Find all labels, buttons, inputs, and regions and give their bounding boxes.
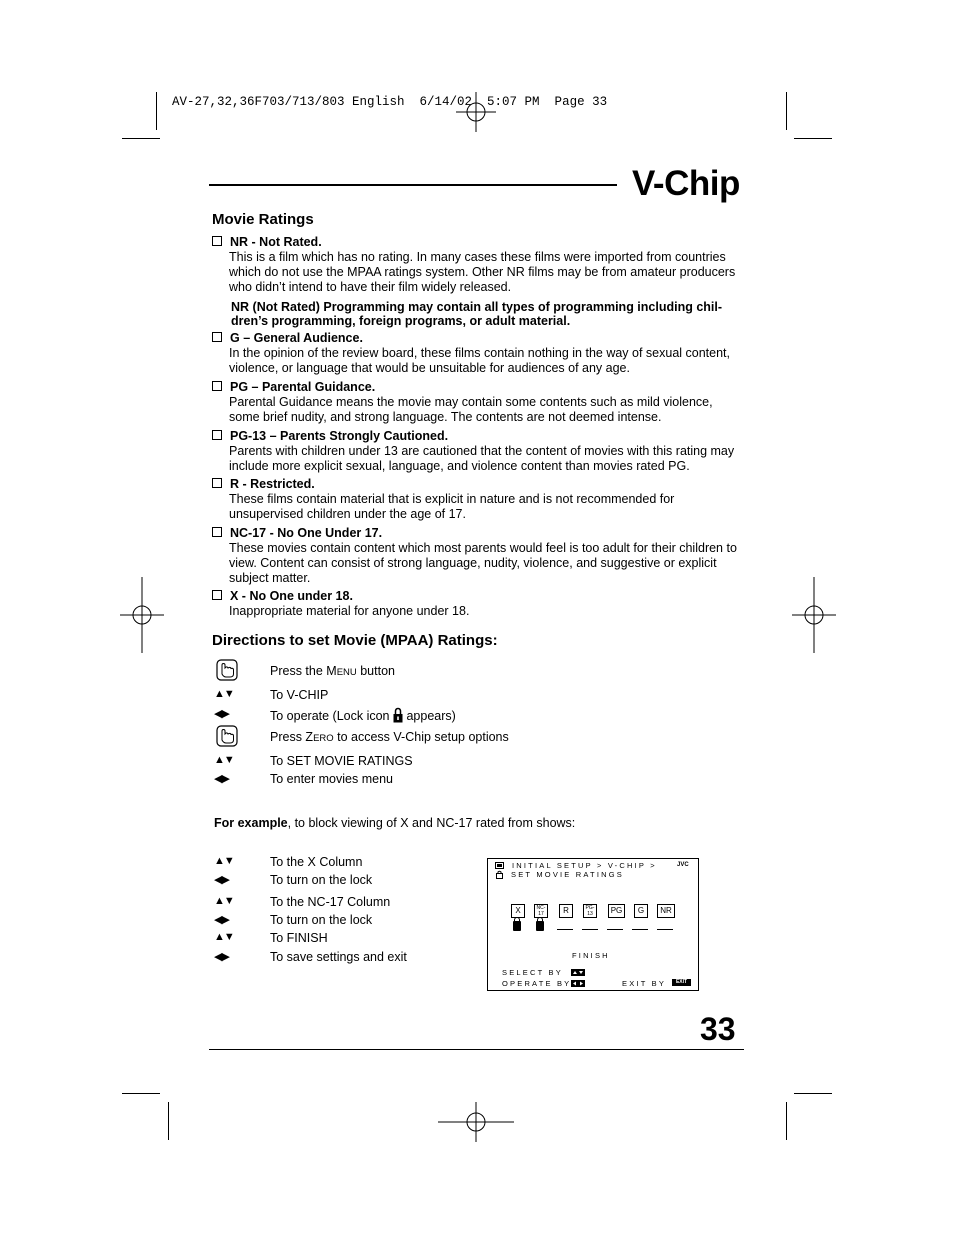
- osd-breadcrumb-line1: INITIAL SETUP > V-CHIP >: [512, 861, 657, 870]
- example-step: [214, 873, 514, 891]
- left-right-arrows-icon: ◀▶: [214, 914, 229, 926]
- step-text-smallcaps: ENU: [336, 667, 357, 678]
- crop-mark: [168, 1102, 169, 1140]
- up-down-key-icon: [571, 969, 585, 976]
- rating-item-pg13: [212, 429, 742, 474]
- nr-warning: [231, 300, 731, 328]
- step-text: To the NC-17 Column: [270, 895, 391, 909]
- rating-title: G – General Audience.: [230, 331, 363, 345]
- osd-breadcrumb-line2: SET MOVIE RATINGS: [511, 870, 624, 879]
- osd-screen: [487, 858, 699, 991]
- rating-title: X - No One under 18.: [230, 589, 353, 603]
- osd-rating-g: G: [634, 904, 648, 918]
- left-right-arrows-icon: ◀▶: [214, 708, 229, 720]
- osd-brand: JVC: [677, 862, 689, 868]
- osd-rating-nc17: NC-17: [534, 904, 548, 918]
- step-press-menu: [214, 664, 514, 682]
- example-step: [214, 895, 514, 913]
- up-down-arrows-icon: ▲▼: [214, 688, 234, 700]
- rating-description: In the opinion of the review board, these films contain nothing in the way of sexual content, violence, or language that would be unsuitable for audiences of any age.: [229, 346, 731, 375]
- rating-item-nr: [212, 235, 742, 295]
- checkbox-bullet-icon: [212, 236, 222, 246]
- title-rule: [209, 184, 617, 186]
- example-lead-text: , to block viewing of X and NC-17 rated from shows:: [287, 816, 576, 830]
- unlocked-marker: [657, 929, 673, 930]
- tv-icon: [495, 862, 504, 870]
- osd-rating-nr: NR: [657, 904, 675, 918]
- rating-description: These movies contain content which most parents would feel is too adult for their children to view. Content can consist of strong language, nudity, violence, and suggestive or explicit subject matter.: [229, 541, 737, 585]
- checkbox-bullet-icon: [212, 527, 222, 537]
- crop-mark: [794, 1093, 832, 1094]
- registration-mark-right: [792, 577, 836, 653]
- lock-icon: [513, 921, 521, 931]
- nr-warning-line: dren’s programming, foreign programs, or adult material.: [231, 314, 571, 328]
- crop-mark: [794, 138, 832, 139]
- nr-warning-line: NR (Not Rated) Programming may contain all types of programming including chil-: [231, 300, 723, 314]
- unlocked-marker: [557, 929, 573, 930]
- unlocked-marker: [582, 929, 598, 930]
- rating-title: R - Restricted.: [230, 477, 315, 491]
- step-text: appears): [403, 709, 456, 723]
- step-text: to access V-Chip setup options: [333, 730, 509, 744]
- osd-finish: FINISH: [572, 951, 610, 960]
- checkbox-bullet-icon: [212, 478, 222, 488]
- lock-icon: [393, 707, 403, 723]
- directions-heading: Directions to set Movie (MPAA) Ratings:: [212, 632, 498, 649]
- step-text: To turn on the lock: [270, 873, 373, 887]
- rating-description: Parental Guidance means the movie may contain some contents such as mild violence, some brief nudity, and strong language. The contents are not deemed intense.: [229, 395, 713, 424]
- rating-item-r: [212, 477, 742, 522]
- step-text: Press the M: [270, 664, 337, 678]
- step-text: button: [356, 664, 395, 678]
- up-down-arrows-icon: ▲▼: [214, 855, 234, 867]
- osd-rating-pg13: PG-13: [583, 904, 597, 918]
- osd-exit-label: EXIT BY: [622, 979, 667, 988]
- up-down-arrows-icon: ▲▼: [214, 754, 234, 766]
- left-right-arrows-icon: ◀▶: [214, 874, 229, 886]
- rating-description: Inappropriate material for anyone under 18.: [229, 604, 470, 618]
- rating-description: These films contain material that is explicit in nature and is not recommended for unsupervised children under the age of 17.: [229, 492, 675, 521]
- rating-description: This is a film which has no rating. In many cases these films were imported from countries which do not use the MPAA ratings system. Other NR films may be from amateur producers who didn’t intend to have their film widely released.: [229, 250, 736, 294]
- hand-icon: [214, 722, 240, 748]
- page-title: V-Chip: [632, 164, 740, 203]
- step-text-smallcaps: ERO: [313, 733, 334, 744]
- example-step: [214, 931, 514, 949]
- crop-mark: [156, 92, 157, 130]
- step-press-zero: [214, 730, 514, 748]
- step-text: To operate (Lock icon: [270, 709, 393, 723]
- left-right-arrows-icon: ◀▶: [214, 773, 229, 785]
- bottom-rule: [209, 1049, 744, 1050]
- rating-title: PG-13 – Parents Strongly Cautioned.: [230, 429, 449, 443]
- osd-rating-x: X: [511, 904, 525, 918]
- example-step: [214, 950, 514, 968]
- up-down-arrows-icon: ▲▼: [214, 931, 234, 943]
- osd-select-label: SELECT BY: [502, 968, 563, 977]
- rating-item-pg: [212, 380, 742, 425]
- example-step: [214, 855, 514, 873]
- step-text: To the X Column: [270, 855, 363, 869]
- osd-operate-label: OPERATE BY: [502, 979, 572, 988]
- example-lead: [214, 816, 575, 830]
- rating-item-g: [212, 331, 742, 376]
- crop-mark: [786, 1102, 787, 1140]
- osd-rating-r: R: [559, 904, 573, 918]
- example-step: [214, 913, 514, 931]
- exit-key: EXIT: [672, 979, 691, 986]
- step-enter-movies-menu: [214, 772, 514, 790]
- rating-description: Parents with children under 13 are cautioned that the content of movies with this rating may include more explicit sexual, language, and violence content than movies rated PG.: [229, 444, 735, 473]
- rating-title: NC-17 - No One Under 17.: [230, 526, 383, 540]
- hand-icon: [214, 656, 240, 682]
- unlocked-marker: [607, 929, 623, 930]
- osd-rating-pg: PG: [608, 904, 625, 918]
- step-text: Press Z: [270, 730, 314, 744]
- example-lead-bold: For example: [214, 816, 288, 830]
- step-to-vchip: [214, 688, 514, 706]
- registration-mark-left: [120, 577, 164, 653]
- crop-mark: [122, 1093, 160, 1094]
- rating-item-nc17: [212, 526, 742, 586]
- step-text: To enter movies menu: [270, 772, 393, 786]
- crop-mark: [122, 138, 160, 139]
- rating-title: PG – Parental Guidance.: [230, 380, 376, 394]
- left-right-arrows-icon: ◀▶: [214, 951, 229, 963]
- checkbox-bullet-icon: [212, 590, 222, 600]
- movie-ratings-heading: Movie Ratings: [212, 211, 314, 228]
- rating-title: NR - Not Rated.: [230, 235, 322, 249]
- checkbox-bullet-icon: [212, 332, 222, 342]
- unlocked-marker: [632, 929, 648, 930]
- checkbox-bullet-icon: [212, 430, 222, 440]
- step-text: To save settings and exit: [270, 950, 407, 964]
- left-right-key-icon: [571, 980, 585, 987]
- step-text: To FINISH: [270, 931, 328, 945]
- step-operate-lock: [214, 707, 514, 725]
- checkbox-bullet-icon: [212, 381, 222, 391]
- step-text: To V-CHIP: [270, 688, 329, 702]
- step-set-movie-ratings: [214, 754, 514, 772]
- step-text: To SET MOVIE RATINGS: [270, 754, 413, 768]
- rating-item-x: [212, 589, 742, 619]
- lock-icon: [496, 870, 503, 879]
- registration-mark-bottom: [438, 1102, 514, 1142]
- registration-mark-top: [456, 92, 496, 132]
- page-number: 33: [700, 1011, 736, 1047]
- up-down-arrows-icon: ▲▼: [214, 895, 234, 907]
- lock-icon: [536, 921, 544, 931]
- running-head: AV-27,32,36F703/713/803 English 6/14/02 5:07 PM Page 33: [172, 95, 608, 109]
- step-text: To turn on the lock: [270, 913, 373, 927]
- crop-mark: [786, 92, 787, 130]
